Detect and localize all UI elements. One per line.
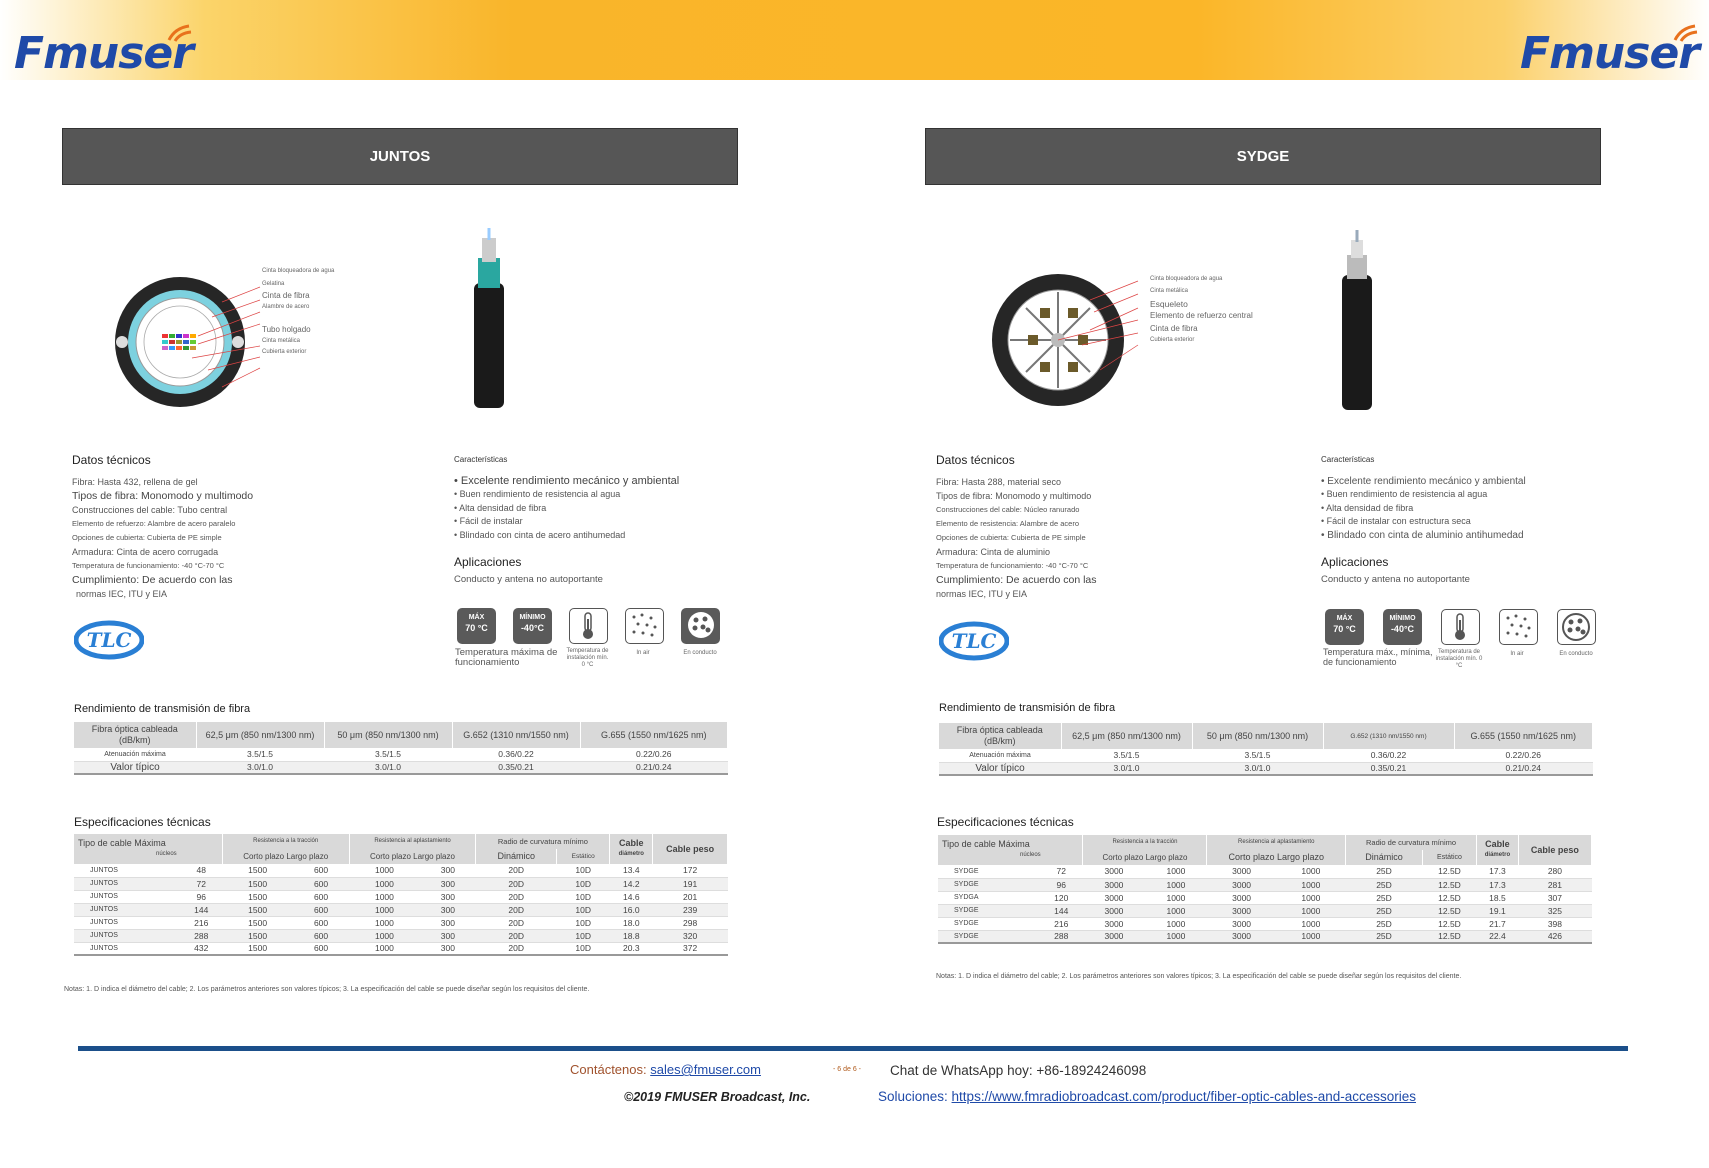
table-cell: 1000 [1145,865,1207,878]
table-cell: 300 [420,916,476,929]
table-cell: 18.5 [1477,891,1519,904]
table-cell: 300 [420,864,476,877]
features-caption: Características [1321,455,1375,464]
tech-line: Elemento de resistencia: Alambre de acero [936,519,1079,528]
table-cell: 14.2 [610,877,653,890]
feature-item: • Excelente rendimiento mecánico y ambiental [454,474,680,487]
table-cell: 12.5D [1422,904,1476,917]
table-cell: 3000 [1083,891,1145,904]
table-cell: 239 [653,903,728,916]
table-cell: JUNTOS [74,942,180,955]
technical-data [936,453,1296,601]
table-row [74,864,728,877]
col-header: 50 μm (850 nm/1300 nm) [1192,723,1323,749]
table-cell: 10D [557,890,610,903]
tech-line: normas IEC, ITU y EIA [936,589,1028,599]
table-cell: 1000 [1276,891,1345,904]
product-title: SYDGE [925,128,1601,185]
table-cell: 1000 [1276,904,1345,917]
table-cell: 1000 [1276,878,1345,891]
feature-item: • Blindado con cinta de acero antihumedad [454,529,626,540]
page-number: - 6 de 6 - [833,1066,862,1073]
table-row [74,929,728,942]
product-panel-juntos: JUNTOS Cinta bloqueadora de agua Gelatina Cinta de fibra Alambre de acero Tubo holgado Cinta metálica Cubierta exterior Datos técnicos Fibra: Hasta 432, rellena de gel Tipos de fibra: Monomodo y multimodo Construcciones del cable: Tubo central Elemento de refuerzo: Alambre de acero paralelo Opciones de cubierta: Cubierta de PE simple Armadura: Cinta de acero corrugada Temperatura de funcionamiento: -40 °C-70 °C Cumplimiento: De acuerdo con las normas IEC, ITU y EIA Características • Excelente rendimiento mecánico y ambiental • Buen rendimiento de resistencia al agua • Alta densidad de fibra • Fácil de instalar • Blindado con cinta de acero antihumedad Aplicaciones Conducto y antena no autoportante MÁX 70 °C MÍNIMO -40°C Temperatura máxima de funcionamiento Temperatura de instalación mín. 0 °C In air En conducto TLC Rendimiento de transmisión de fibra Fibra óptica cableada (dB/km) 62,5 μm (850 nm/1300 nm) 50 μm (850 nm/1300 nm) G.652 (1310 nm/1550 nm) G.655 (1550 nm/1625 nm) Atenuación máxima 3.5/1.5 3.5/1.5 0.36/0.22 0.22/0.26 Valor típico 3.0/1.0 3.0/1.0 0.35/0.21 0.21/0.24 Especificaciones técnicas Tipo de cable Máxima núcleos Resistencia a la tracción Resistencia al aplastamiento Radio de curvatura mínimo Cable diámetro Cable peso Corto plazo Largo plazo Corto plazo Largo plazo Dinámico Estático JUNTOS 48 1500 600 1000 300 20D 10D 13.4 172 JUNTOS 72 1500 600 1000 300 20D 10D 14.2 191 JUNTOS 96 1500 600 1000 300 20D 10D 14.6 201 JUNTOS 144 1500 600 1000 300 20D 10D 16.0 239 JUNTOS 216 1500 600 1000 300 20D 10D 18.0 298 JUNTOS 288 1500 600 1000 300 20D 10D 18.8 320 JUNTOS 432 1500 600 1000 300 20D 10D 20.3 372 Notas: 1. D indica el diámetro del cable; 2. Los parámetros anteriores son valores típicos; 3. La especificación del cable se puede diseñar según los requisitos del cliente. [62,128,952,1008]
table-cell: 1500 [222,942,293,955]
col-header: Tipo de cable Máxima núcleos [74,834,222,864]
feature-item: • Fácil de instalar [454,516,523,526]
table-cell: 1500 [222,916,293,929]
table-cell: 25D [1346,865,1423,878]
table-cell: JUNTOS [74,864,180,877]
in-air-icon [625,608,664,644]
tech-data-title: Datos técnicos [936,453,1015,467]
spec-title: Especificaciones técnicas [74,815,211,829]
table-cell: 1000 [1145,891,1207,904]
table-cell: 20D [476,916,557,929]
applications-title: Aplicaciones [1321,555,1389,569]
table-cell: 12.5D [1422,930,1476,943]
contact-info: Contáctenos: sales@fmuser.com [570,1062,761,1077]
applications-text: Conducto y antena no autoportante [1321,573,1470,585]
signal-arc-icon [1671,22,1705,42]
col-header: Corto plazo Largo plazo [349,849,476,864]
transmission-table [74,722,728,775]
tlc-logo [939,619,1009,661]
spec-table [74,834,728,956]
cable-photo [1330,230,1390,410]
table-cell: 1000 [1276,917,1345,930]
footer-divider [78,1046,1628,1051]
thermometer-icon [569,608,608,644]
table-cell: 1000 [349,864,420,877]
table-cell: 600 [293,929,349,942]
solutions-info: Soluciones: https://www.fmradiobroadcast.com/product/fiber-optic-cables-and-accessories [878,1089,1416,1104]
table-cell: 3000 [1083,878,1145,891]
feature-item: • Buen rendimiento de resistencia al agua [454,489,621,499]
col-header: Cable diámetro [1477,835,1519,865]
fmuser-logo-right: Fmuser [1520,28,1699,79]
table-cell: 325 [1518,904,1591,917]
thermometer-icon [1441,609,1480,645]
col-header: Resistencia a la tracción [1083,835,1207,850]
table-cell: 600 [293,864,349,877]
table-row [74,916,728,929]
features [454,453,754,586]
svg-text:TLC: TLC [951,629,997,653]
col-header: Resistencia a la tracción [222,834,349,849]
table-cell: 320 [653,929,728,942]
tech-line: Cumplimiento: De acuerdo con las [72,574,233,586]
table-cell: 432 [180,942,222,955]
table-cell: SYDGA [938,891,1040,904]
col-header: Estático [557,849,610,864]
tech-line: Construcciones del cable: Núcleo ranurado [936,505,1080,514]
table-cell: 16.0 [610,903,653,916]
tech-line: Cumplimiento: De acuerdo con las [936,574,1097,586]
table-cell: 120 [1040,891,1083,904]
table-cell: 17.3 [1477,878,1519,891]
icon-label: En conducto [1559,651,1593,657]
table-cell: 1500 [222,929,293,942]
table-row [74,903,728,916]
table-cell: 20D [476,929,557,942]
table-cell: 1000 [349,929,420,942]
table-row [938,891,1592,904]
col-header: G.652 (1310 nm/1550 nm) [1323,723,1454,749]
col-header: Resistencia al aplastamiento [349,834,476,849]
tech-line: Temperatura de funcionamiento: -40 °C-70 °C [72,561,225,570]
copyright: ©2019 FMUSER Broadcast, Inc. [624,1090,811,1104]
tech-line: Fibra: Hasta 288, material seco [936,477,1062,487]
table-cell: 3000 [1207,878,1276,891]
table-cell: 372 [653,942,728,955]
table-cell: 191 [653,877,728,890]
table-row [938,930,1592,943]
table-cell: 14.6 [610,890,653,903]
table-cell: 3000 [1207,904,1276,917]
table-cell: 20D [476,890,557,903]
table-row: Atenuación máxima 3.5/1.5 3.5/1.5 0.36/0.22 0.22/0.26 [939,749,1593,762]
product-panel-sydge: SYDGE Cinta bloqueadora de agua Cinta metálica Esqueleto Elemento de refuerzo central Cinta de fibra Cubierta exterior Datos técnicos Fibra: Hasta 288, material seco Tipos de fibra: Monomodo y multimodo Construcciones del cable: Núcleo ranurado Elemento de resistencia: Alambre de acero Opciones de cubierta: Cubierta de PE simple Armadura: Cinta de aluminio Temperatura de funcionamiento: -40 °C-70 °C Cumplimiento: De acuerdo con las normas IEC, ITU y EIA Características • Excelente rendimiento mecánico y ambiental • Buen rendimiento de resistencia al agua • Alta densidad de fibra • Fácil de instalar con estructura seca • Blindado con cinta de aluminio antihumedad Aplicaciones Conducto y antena no autoportante MÁX 70 °C MÍNIMO -40°C Temperatura máx., mínima, de funcionamiento Temperatura de instalación mín. 0 °C In air En conducto TLC Rendimiento de transmisión de fibra Fibra óptica cableada (dB/km) 62,5 μm (850 nm/1300 nm) 50 μm (850 nm/1300 nm) G.652 (1310 nm/1550 nm) G.655 (1550 nm/1625 nm) Atenuación máxima 3.5/1.5 3.5/1.5 0.36/0.22 0.22/0.26 Valor típico 3.0/1.0 3.0/1.0 0.35/0.21 0.21/0.24 Especificaciones técnicas Tipo de cable Máxima núcleos Resistencia a la tracción Resistencia al aplastamiento Radio de curvatura mínimo Cable diámetro Cable peso Corto plazo Largo plazo Corto plazo Largo plazo Dinámico Estático SYDGE 72 3000 1000 3000 1000 25D 12.5D 17.3 280 SYDGE 96 3000 1000 3000 1000 25D 12.5D 17.3 281 SYDGA 120 3000 1000 3000 1000 25D 12.5D 18.5 307 SYDGE 144 3000 1000 3000 1000 25D 12.5D 19.1 325 SYDGE 216 3000 1000 3000 1000 25D 12.5D 21.7 398 SYDGE 288 3000 1000 3000 1000 25D 12.5D 22.4 426 Notas: 1. D indica el diámetro del cable; 2. Los parámetros anteriores son valores típicos; 3. La especificación del cable se puede diseñar según los requisitos del cliente. [925,128,1709,1008]
technical-data [72,453,432,601]
table-cell: 300 [420,890,476,903]
col-header: Corto plazo Largo plazo [222,849,349,864]
table-cell: 1000 [1145,878,1207,891]
col-header: Cable peso [653,834,728,864]
table-cell: 288 [180,929,222,942]
in-duct-icon [681,608,720,644]
col-header: Radio de curvatura mínimo [1346,835,1477,850]
table-cell: 10D [557,929,610,942]
table-row [938,917,1592,930]
col-header: G.652 (1310 nm/1550 nm) [452,722,580,748]
table-cell: 96 [1040,878,1083,891]
application-icons [1323,609,1603,679]
table-cell: 1000 [1145,904,1207,917]
icon-label: En conducto [683,650,717,656]
tech-line: Fibra: Hasta 432, rellena de gel [72,477,198,487]
notes: Notas: 1. D indica el diámetro del cable; 2. Los parámetros anteriores son valores típicos; 3. La especificación del cable se puede diseñar según los requisitos del cliente. [936,973,1462,980]
table-cell: SYDGE [938,878,1040,891]
table-cell: 201 [653,890,728,903]
col-header: 50 μm (850 nm/1300 nm) [324,722,452,748]
table-cell: 300 [420,903,476,916]
table-row [938,865,1592,878]
table-cell: 25D [1346,878,1423,891]
col-header: Dinámico [476,849,557,864]
table-cell: 25D [1346,904,1423,917]
table-cell: 1000 [349,903,420,916]
table-cell: 20D [476,877,557,890]
table-cell: 600 [293,942,349,955]
whatsapp-info: Chat de WhatsApp hoy: +86-18924246098 [890,1063,1147,1078]
table-cell: 72 [1040,865,1083,878]
table-cell: 12.5D [1422,878,1476,891]
icon-label: In air [1510,651,1524,657]
col-header: Tipo de cable Máxima núcleos [938,835,1083,865]
table-cell: 288 [1040,930,1083,943]
icon-label: Temperatura máx., mínima, de funcionamiento [1323,647,1433,667]
table-cell: 25D [1346,917,1423,930]
table-cell: 96 [180,890,222,903]
table-cell: 600 [293,890,349,903]
table-cell: 3000 [1083,917,1145,930]
table-cell: 216 [180,916,222,929]
table-cell: 18.8 [610,929,653,942]
cable-photo [462,228,522,408]
table-cell: 307 [1518,891,1591,904]
table-cell: 12.5D [1422,891,1476,904]
table-cell: 1500 [222,890,293,903]
table-cell: 12.5D [1422,865,1476,878]
table-cell: 144 [1040,904,1083,917]
table-cell: 10D [557,903,610,916]
table-cell: 22.4 [1477,930,1519,943]
table-cell: 300 [420,942,476,955]
transmission-table [939,723,1593,776]
table-row: Valor típico 3.0/1.0 3.0/1.0 0.35/0.21 0.21/0.24 [939,762,1593,775]
col-header: Fibra óptica cableada (dB/km) [939,723,1061,749]
max-temp-icon: MÁX 70 °C [1325,609,1364,645]
table-cell: 1000 [349,942,420,955]
table-cell: 25D [1346,930,1423,943]
icon-label: In air [636,650,650,656]
tech-line: Temperatura de funcionamiento: -40 °C-70 °C [936,561,1089,570]
table-cell: 20D [476,864,557,877]
header-banner [0,0,1709,80]
table-cell: 21.7 [1477,917,1519,930]
cable-cross-section-diagram [990,270,1300,410]
col-header: Estático [1422,850,1476,865]
table-cell: JUNTOS [74,929,180,942]
spec-table [938,835,1592,944]
features-caption: Características [454,455,508,464]
table-cell: 3000 [1207,917,1276,930]
table-cell: 12.5D [1422,917,1476,930]
tech-line: Opciones de cubierta: Cubierta de PE simple [72,533,222,542]
tlc-logo [74,618,144,660]
table-cell: 1500 [222,903,293,916]
icon-label: Temperatura máxima de funcionamiento [455,647,558,668]
feature-item: • Fácil de instalar con estructura seca [1321,516,1471,526]
table-cell: 3000 [1207,930,1276,943]
tech-line: Opciones de cubierta: Cubierta de PE simple [936,533,1086,542]
table-cell: 19.1 [1477,904,1519,917]
feature-item: • Excelente rendimiento mecánico y ambiental [1321,475,1526,487]
table-cell: 20D [476,903,557,916]
icon-label: Temperatura de instalación mín. 0 °C [1435,649,1483,669]
col-header: Fibra óptica cableada (dB/km) [74,722,196,748]
table-cell: JUNTOS [74,890,180,903]
tech-line: normas IEC, ITU y EIA [76,589,168,599]
table-cell: SYDGE [938,917,1040,930]
col-header: Cable peso [1518,835,1591,865]
table-cell: 10D [557,877,610,890]
in-duct-icon [1557,609,1596,645]
table-cell: 600 [293,877,349,890]
notes: Notas: 1. D indica el diámetro del cable; 2. Los parámetros anteriores son valores típicos; 3. La especificación del cable se puede diseñar según los requisitos del cliente. [64,986,590,993]
max-temp-icon: MÁX 70 °C [457,608,496,644]
col-header: 62,5 μm (850 nm/1300 nm) [1061,723,1192,749]
table-cell: SYDGE [938,930,1040,943]
in-air-icon [1499,609,1538,645]
col-header: G.655 (1550 nm/1625 nm) [1454,723,1593,749]
product-title: JUNTOS [62,128,738,185]
min-temp-icon: MÍNIMO -40°C [513,608,552,644]
table-cell: 25D [1346,891,1423,904]
table-cell: 72 [180,877,222,890]
table-cell: 10D [557,864,610,877]
email-link[interactable]: sales@fmuser.com [650,1062,761,1077]
table-cell: JUNTOS [74,916,180,929]
table-cell: 1000 [349,916,420,929]
tech-line: Tipos de fibra: Monomodo y multimodo [72,490,254,502]
table-cell: 300 [420,877,476,890]
svg-text:TLC: TLC [86,628,132,652]
table-cell: 216 [1040,917,1083,930]
signal-arc-icon [165,22,199,42]
table-row: Valor típico 3.0/1.0 3.0/1.0 0.35/0.21 0.21/0.24 [74,761,728,774]
table-cell: 1000 [1145,930,1207,943]
col-header: Cable diámetro [610,834,653,864]
tech-line: Armadura: Cinta de acero corrugada [72,547,219,557]
table-cell: 1000 [1276,930,1345,943]
table-cell: 1000 [1145,917,1207,930]
tech-line: Elemento de refuerzo: Alambre de acero paralelo [72,519,236,528]
table-cell: 1500 [222,864,293,877]
table-cell: 48 [180,864,222,877]
table-cell: 280 [1518,865,1591,878]
table-cell: 398 [1518,917,1591,930]
table-row [74,890,728,903]
table-cell: 20.3 [610,942,653,955]
table-cell: 144 [180,903,222,916]
solutions-link[interactable]: https://www.fmradiobroadcast.com/product/fiber-optic-cables-and-accessories [951,1089,1416,1104]
table-cell: 10D [557,942,610,955]
table-cell: 172 [653,864,728,877]
table-cell: 1000 [349,890,420,903]
applications-title: Aplicaciones [454,555,522,569]
col-header: 62,5 μm (850 nm/1300 nm) [196,722,324,748]
table-cell: 3000 [1207,891,1276,904]
table-cell: 18.0 [610,916,653,929]
col-header: Resistencia al aplastamiento [1207,835,1346,850]
table-cell: 281 [1518,878,1591,891]
spec-title: Especificaciones técnicas [937,815,1074,829]
table-cell: 20D [476,942,557,955]
table-cell: 300 [420,929,476,942]
col-header: Radio de curvatura mínimo [476,834,610,849]
table-cell: 3000 [1083,930,1145,943]
table-cell: 3000 [1083,904,1145,917]
col-header: Corto plazo Largo plazo [1083,850,1207,865]
table-cell: 1500 [222,877,293,890]
table-cell: SYDGE [938,865,1040,878]
col-header: Corto plazo Largo plazo [1207,850,1346,865]
min-temp-icon: MÍNIMO -40°C [1383,609,1422,645]
fmuser-logo-left: Fmuser [14,28,193,79]
applications-text: Conducto y antena no autoportante [454,573,603,585]
table-row [938,904,1592,917]
feature-item: • Blindado con cinta de aluminio antihumedad [1321,529,1524,541]
transmission-title: Rendimiento de transmisión de fibra [939,702,1116,714]
table-cell: 10D [557,916,610,929]
tech-line: Construcciones del cable: Tubo central [72,505,228,515]
table-cell: 298 [653,916,728,929]
table-cell: 600 [293,903,349,916]
table-cell: 600 [293,916,349,929]
table-cell: 17.3 [1477,865,1519,878]
tech-data-title: Datos técnicos [72,453,151,467]
table-cell: SYDGE [938,904,1040,917]
table-cell: 3000 [1207,865,1276,878]
table-row: Atenuación máxima 3.5/1.5 3.5/1.5 0.36/0.22 0.22/0.26 [74,748,728,761]
feature-item: • Buen rendimiento de resistencia al agua [1321,489,1488,499]
icon-label: Temperatura de instalación mín. 0 °C [566,648,609,668]
feature-item: • Alta densidad de fibra [454,502,547,513]
table-row [938,878,1592,891]
col-header: Dinámico [1346,850,1423,865]
table-cell: JUNTOS [74,877,180,890]
table-cell: 13.4 [610,864,653,877]
features [1321,453,1621,586]
table-cell: 3000 [1083,865,1145,878]
table-row [74,877,728,890]
tech-line: Tipos de fibra: Monomodo y multimodo [936,491,1092,501]
tech-line: Armadura: Cinta de aluminio [936,547,1051,557]
table-cell: 426 [1518,930,1591,943]
table-cell: 1000 [349,877,420,890]
application-icons [455,608,735,678]
feature-item: • Alta densidad de fibra [1321,502,1414,513]
table-cell: JUNTOS [74,903,180,916]
transmission-title: Rendimiento de transmisión de fibra [74,703,251,715]
table-cell: 1000 [1276,865,1345,878]
col-header: G.655 (1550 nm/1625 nm) [580,722,728,748]
table-row [74,942,728,955]
